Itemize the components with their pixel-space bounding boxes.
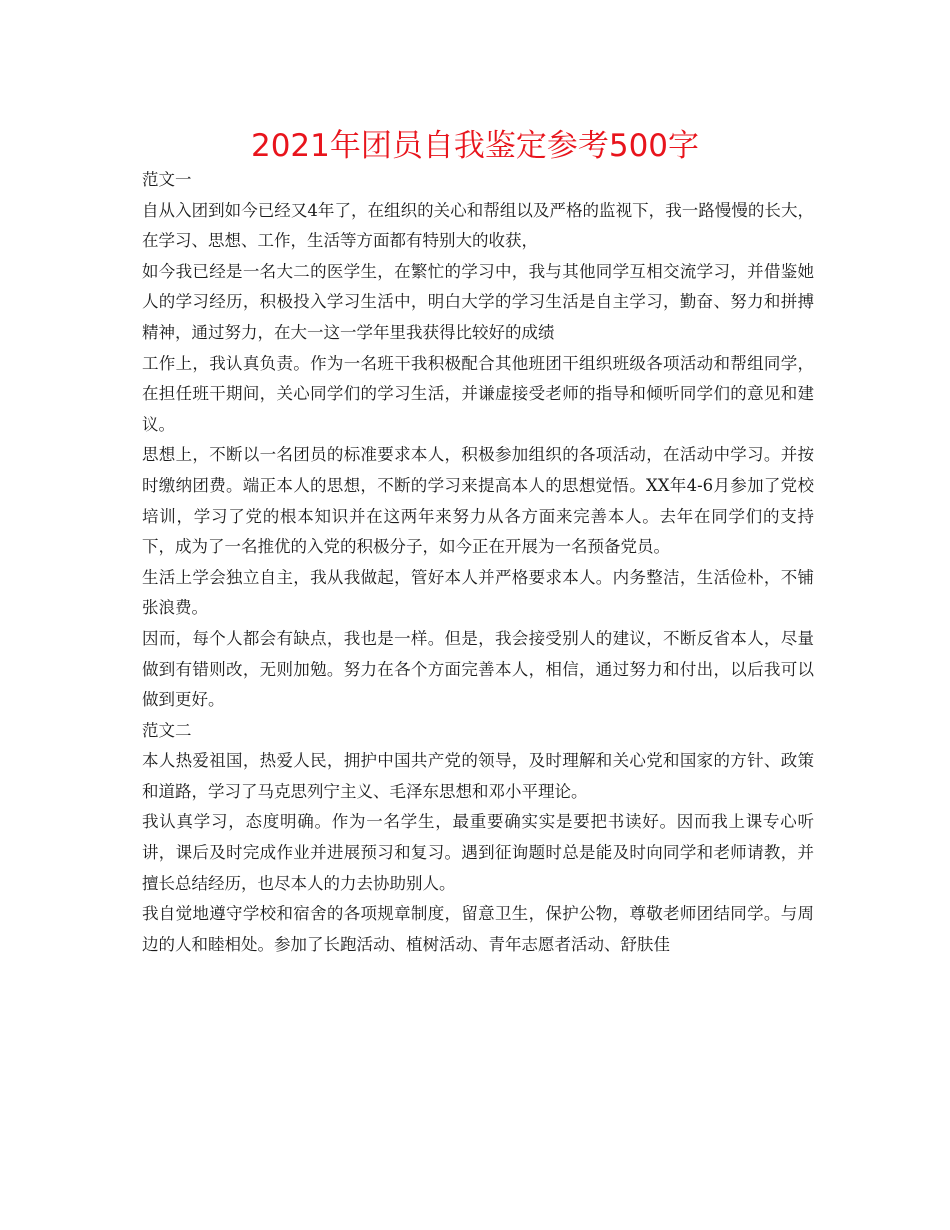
paragraph: 生活上学会独立自主，我从我做起，管好本人并严格要求本人。内务整洁，生活俭朴，不铺张浪费。 bbox=[142, 567, 814, 618]
document-title: 2021年团员自我鉴定参考500字 bbox=[250, 128, 700, 164]
section-heading-1: 范文一 bbox=[142, 170, 192, 189]
paragraph: 本人热爱祖国，热爱人民，拥护中国共产党的领导，及时理解和关心党和国家的方针、政策和道路，学习了马克思列宁主义、毛泽东思想和邓小平理论。 bbox=[142, 751, 814, 801]
paragraph: 我认真学习，态度明确。作为一名学生，最重要确实实是要把书读好。因而我上课专心听讲，课后及时完成作业并进展预习和复习。遇到征询题时总是能及时向同学和老师请教，并擅长总结经历，也尽本人的力去协助别人。 bbox=[142, 812, 814, 893]
paragraph: 因而，每个人都会有缺点，我也是一样。但是，我会接受别人的建议，不断反省本人，尽量做到有错则改，无则加勉。努力在各个方面完善本人，相信，通过努力和付出，以后我可以做到更好。 bbox=[142, 628, 814, 710]
paragraph: 如今我已经是一名大二的医学生，在繁忙的学习中，我与其他同学互相交流学习，并借鉴她人的学习经历，积极投入学习生活中，明白大学的学习生活是自主学习，勤奋、努力和拼搏精神，通过努力，在大一这一学年里我获得比较好的成绩 bbox=[142, 261, 814, 342]
paragraph: 思想上，不断以一名团员的标准要求本人，积极参加组织的各项活动，在活动中学习。并按时缴纳团费。端正本人的思想，不断的学习来提高本人的思想觉悟。XX年4-6月参加了党校培训，学习了党的根本知识并在这两年来努力从各方面来完善本人。去年在同学们的支持下，成为了一名推优的入党的积极分子，如今正在开展为一名预备党员。 bbox=[142, 445, 814, 557]
paragraph: 工作上，我认真负责。作为一名班干我积极配合其他班团干组织班级各项活动和帮组同学，在担任班干期间，关心同学们的学习生活，并谦虚接受老师的指导和倾听同学们的意见和建议。 bbox=[142, 353, 814, 434]
paragraph: 自从入团到如今已经又4年了，在组织的关心和帮组以及严格的监视下，我一路慢慢的长大，在学习、思想、工作，生活等方面都有特别大的收获， bbox=[142, 200, 814, 251]
section-heading-2: 范文二 bbox=[142, 720, 192, 740]
document-body bbox=[142, 165, 814, 960]
paragraph: 我自觉地遵守学校和宿舍的各项规章制度，留意卫生，保护公物，尊敬老师团结同学。与周边的人和睦相处。参加了长跑活动、植树活动、青年志愿者活动、舒肤佳 bbox=[142, 904, 814, 954]
